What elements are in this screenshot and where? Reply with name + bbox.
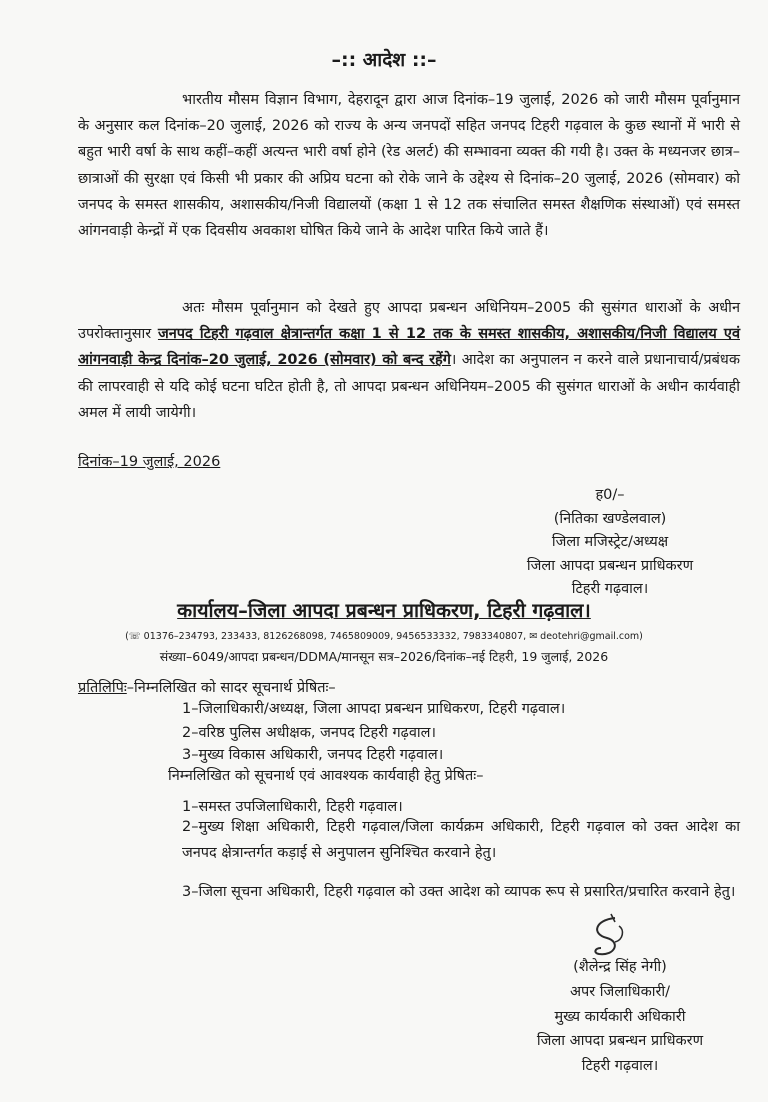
action-subheading: निम्नलिखित को सूचनार्थ एवं आवश्यक कार्यवाही हेतु प्रेषितः– xyxy=(168,768,484,784)
signatory-authority: जिला आपदा प्रबन्धन प्राधिकरण xyxy=(526,557,694,574)
order-paragraph-1: भारतीय मौसम विज्ञान विभाग, देहरादून द्वारा आज दिनांक–19 जुलाई, 2026 को जारी मौसम पूर्वानुमान के अनुसार कल दिनांक–20 जुलाई, 2026 को राज्य के अन्य जनपदों सहित जनपद टिहरी गढ़वाल के कुछ स्थानों में भारी से बहुत भारी वर्षा के साथ कहीं–कहीं अत्यन्त भारी वर्षा होने (रेड अलर्ट) की सम्भावना व्यक्त की गयी है। उक्त के मध्यनजर छात्र–छात्राओं की सुरक्षा एवं किसी भी प्रकार की अप्रिय घटना को रोके जाने के उद्देश्य से दिनांक–20 जुलाई, 2026 (सोमवार) को जनपद के समस्त शासकीय, अशासकीय/निजी विद्यालयों (कक्षा 1 से 12 तक संचालित समस्त शैक्षणिक संस्थाओं) एवं समस्त आंगनवाड़ी केन्द्रों में एक दिवसीय अवकाश घोषित किये जाने के आदेश पारित किये जाते हैं। xyxy=(78,92,740,240)
list-item: 1–जिलाधिकारी/अध्यक्ष, जिला आपदा प्रबन्धन प्राधिकरण, टिहरी गढ़वाल। xyxy=(182,701,566,717)
paragraph-2-intro: अतः मौसम पूर्वानुमान को देखते हुए आपदा प्रबन्धन अधिनियम–2005 की सुसंगत धाराओं के अधीन उपरोक्तानुसार xyxy=(78,300,740,343)
signatory-authority: जिला आपदा प्रबन्धन प्राधिकरण xyxy=(536,1033,704,1050)
signature-block-adm xyxy=(500,955,740,1079)
signed-mark: ह0/– xyxy=(595,487,625,503)
order-title: –:: आदेश ::– xyxy=(331,49,437,71)
signature-block-magistrate xyxy=(490,484,730,602)
list-item: 3–जिला सूचना अधिकारी, टिहरी गढ़वाल को उक्त आदेश को व्यापक रूप से प्रसारित/प्रचारित करवाने हेतु। xyxy=(182,884,736,900)
list-item: 1–समस्त उपजिलाधिकारी, टिहरी गढ़वाल। xyxy=(182,799,403,815)
signatory-name: (शैलेन्द्र सिंह नेगी) xyxy=(573,959,667,975)
signatory-designation-2: मुख्य कार्यकारी अधिकारी xyxy=(554,1008,686,1025)
copy-to-heading xyxy=(78,677,336,697)
office-heading: कार्यालय–जिला आपदा प्रबन्धन प्राधिकरण, टिहरी गढ़वाल। xyxy=(177,599,591,622)
copy-label: प्रतिलिपिः xyxy=(78,680,127,696)
closure-directive: जनपद टिहरी गढ़वाल क्षेत्रान्तर्गत कक्षा 1 से 12 तक के समस्त शासकीय, अशासकीय/निजी विद्यालय एवं आंगनवाड़ी केन्द्र दिनांक–20 जुलाई, 2026 (सोमवार) को बन्द रहेंगे xyxy=(78,326,740,369)
order-date: दिनांक–19 जुलाई, 2026 xyxy=(78,454,221,470)
contact-details: (☏ 01376–234793, 233433, 8126268098, 7465809009, 9456533332, 7983340807, ✉ deotehri@gmail.com) xyxy=(125,631,643,642)
paragraph-2-rest: । आदेश का अनुपालन न करने वाले प्रधानाचार्य/प्रबंधक की लापरवाही से यदि कोई घटना घटित होती है, तो आपदा प्रबन्धन अधिनियम–2005 की सुसंगत धाराओं के अधीन कार्यवाही अमल में लायी जायेगी। xyxy=(78,352,740,421)
list-item: 2–मुख्य शिक्षा अधिकारी, टिहरी गढ़वाल/जिला कार्यक्रम अधिकारी, टिहरी गढ़वाल को उक्त आदेश का जनपद क्षेत्रान्तर्गत कड़ाई से अनुपालन सुनिश्चित करवाने हेतु। xyxy=(182,819,740,861)
copy-heading-text: –निम्नलिखित को सादर सूचनार्थ प्रेषितः– xyxy=(126,680,336,696)
list-item: 2–वरिष्ठ पुलिस अधीक्षक, जनपद टिहरी गढ़वाल। xyxy=(182,725,436,741)
signatory-designation: जिला मजिस्ट्रेट/अध्यक्ष xyxy=(551,534,669,551)
list-item: 3–मुख्य विकास अधिकारी, जनपद टिहरी गढ़वाल। xyxy=(182,747,444,763)
reference-number: संख्या–6049/आपदा प्रबन्धन/DDMA/मानसून सत्र–2026/दिनांक–नई टिहरी, 19 जुलाई, 2026 xyxy=(159,649,609,664)
signatory-district: टिहरी गढ़वाल। xyxy=(571,581,649,598)
order-paragraph-2 xyxy=(78,295,740,426)
signatory-district: टिहरी गढ़वाल। xyxy=(581,1058,659,1075)
signatory-designation: अपर जिलाधिकारी/ xyxy=(569,983,671,1000)
signatory-name: (नितिका खण्डेलवाल) xyxy=(553,510,667,527)
